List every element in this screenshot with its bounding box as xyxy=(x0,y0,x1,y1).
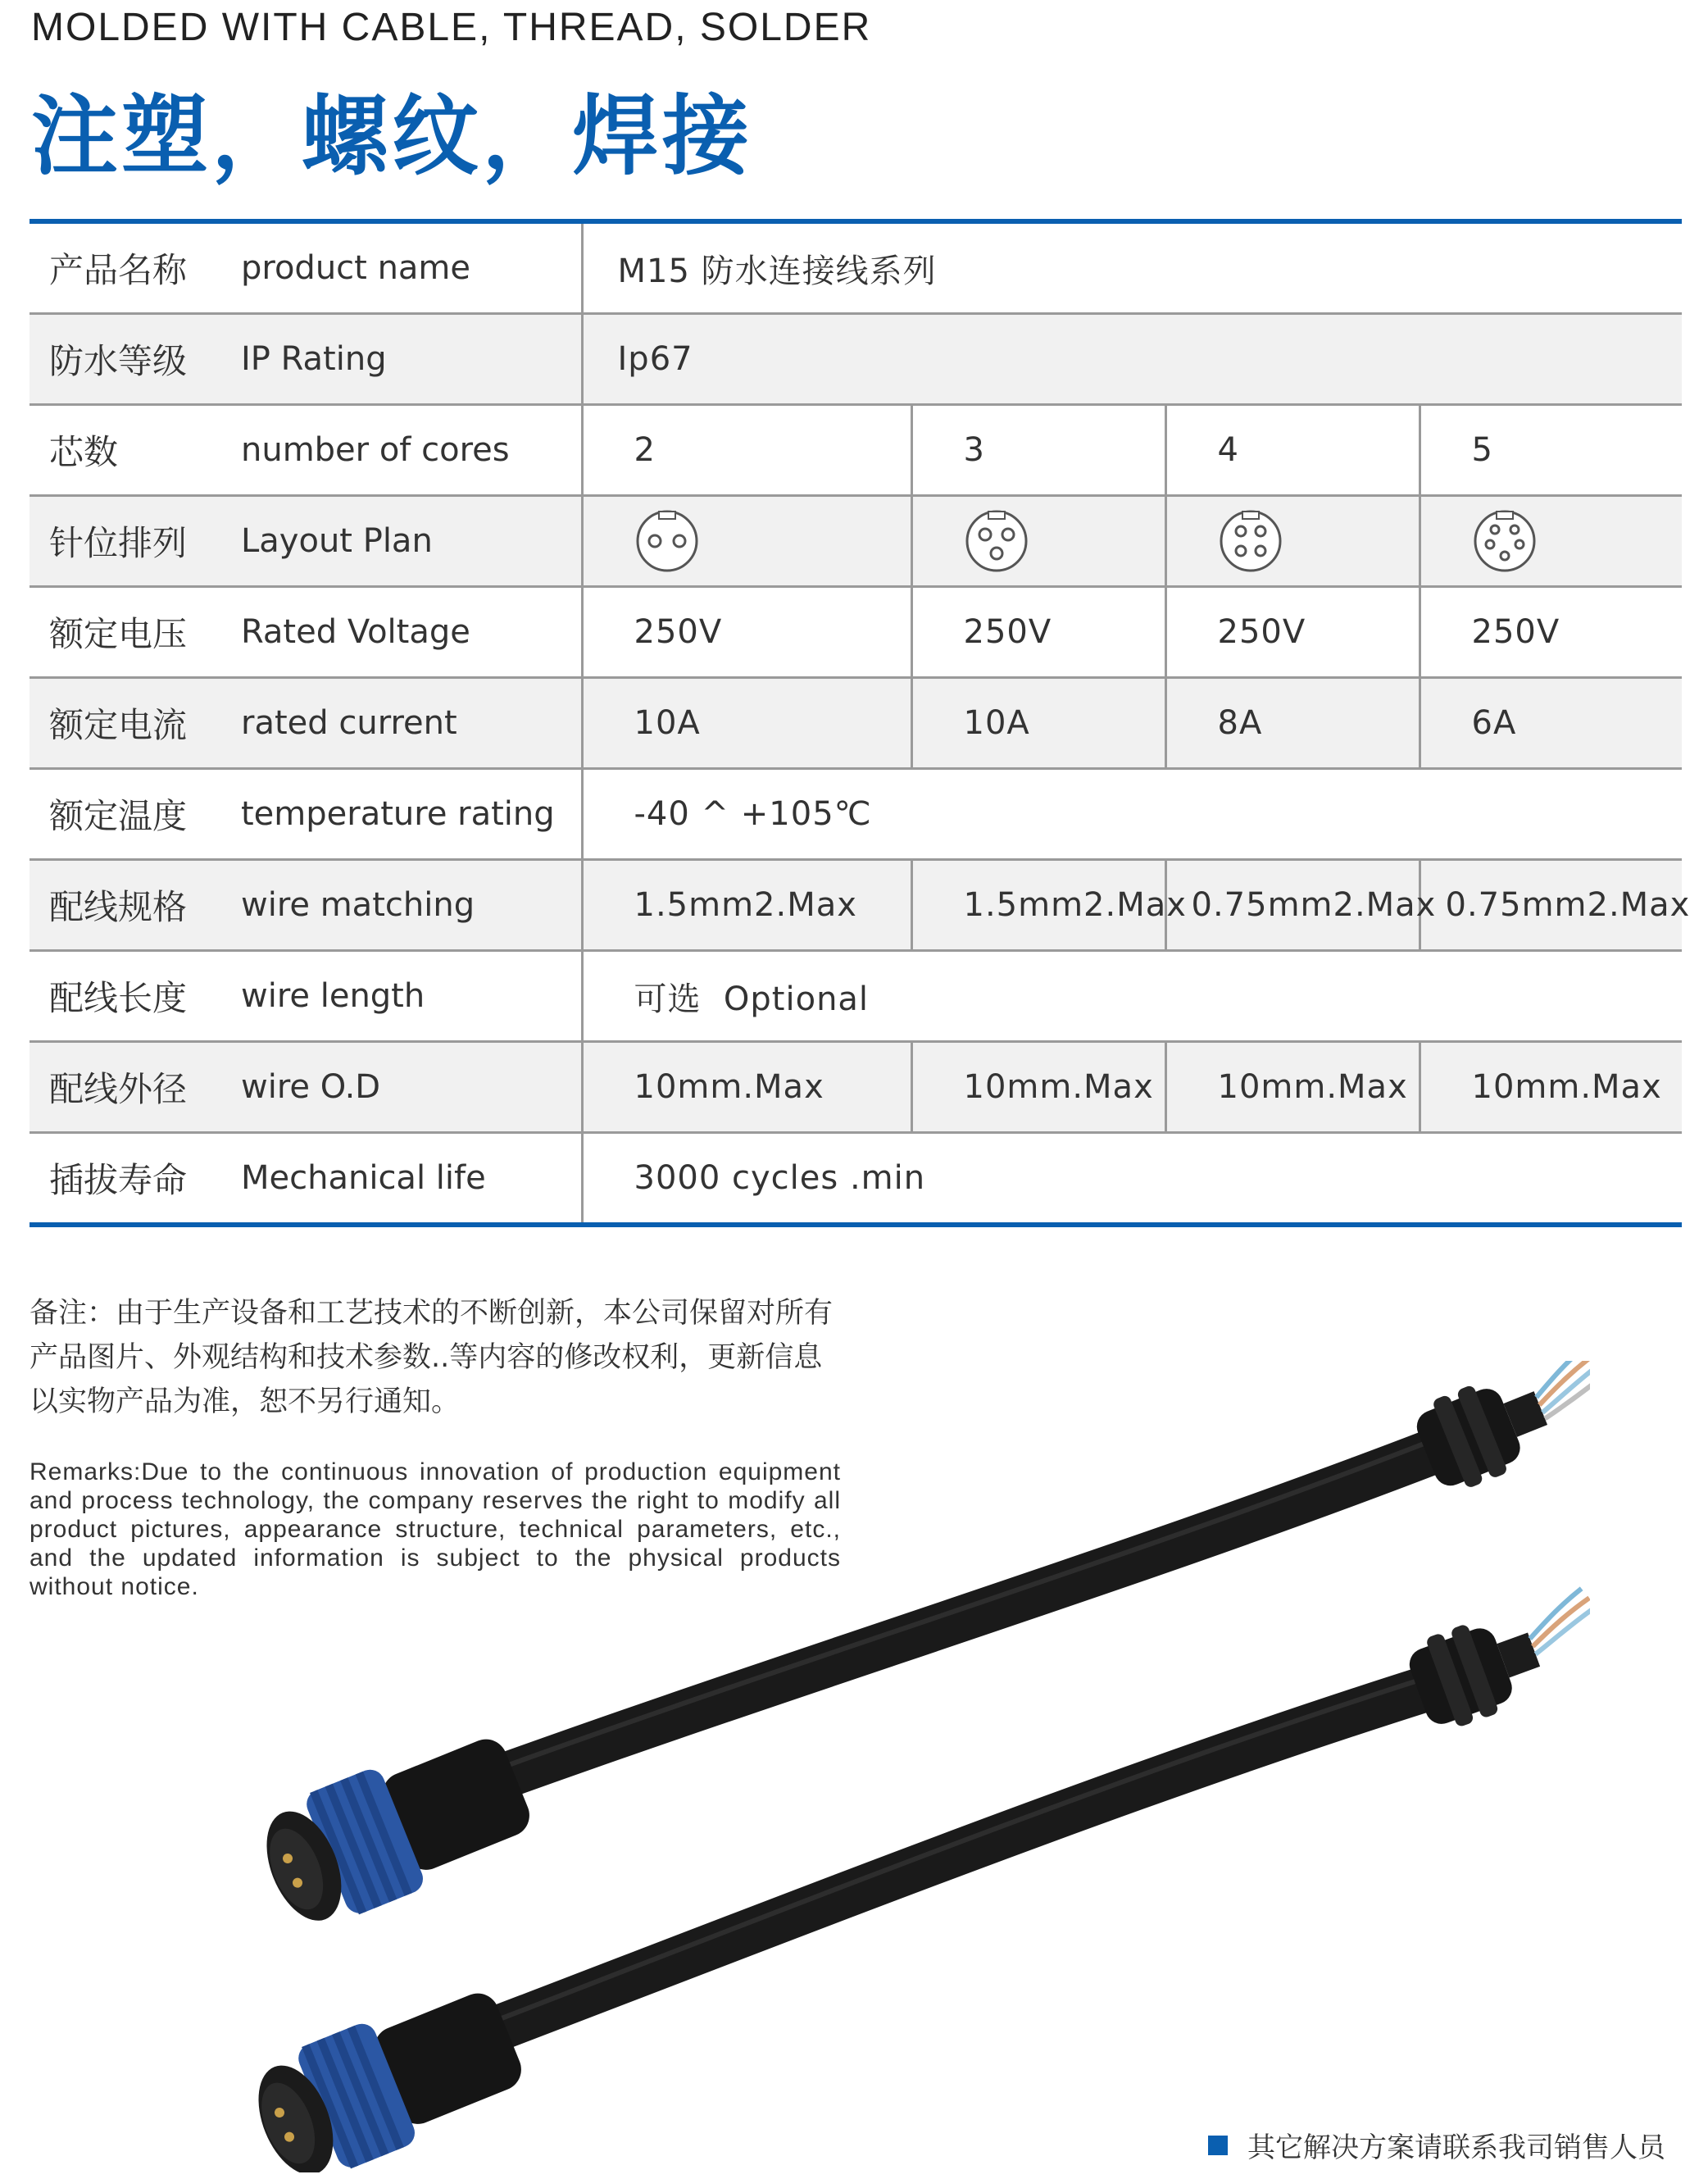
voltage-value: 250V xyxy=(1420,587,1682,678)
current-value: 8A xyxy=(1165,678,1420,769)
current-value: 6A xyxy=(1420,678,1682,769)
row-label-zh: 配线外径 xyxy=(30,1042,234,1133)
page-title: 注塑，螺纹，焊接 xyxy=(31,86,752,187)
row-label-en: number of cores xyxy=(234,405,582,496)
row-label-en: wire matching xyxy=(234,860,582,951)
row-label-en: rated current xyxy=(234,678,582,769)
pin-layout-3-icon xyxy=(964,508,1029,574)
row-label-zh: 芯数 xyxy=(30,405,234,496)
product-name-value: M15 防水连接线系列 xyxy=(582,221,1682,314)
row-label-en: Layout Plan xyxy=(234,496,582,587)
row-cores xyxy=(30,405,1682,496)
row-label-zh: 额定电压 xyxy=(30,587,234,678)
row-label-zh: 额定温度 xyxy=(30,769,234,860)
row-wire-length xyxy=(30,951,1682,1042)
wire-matching-value: 1.5mm2.Max xyxy=(911,860,1165,951)
voltage-value: 250V xyxy=(582,587,911,678)
cable-lower xyxy=(241,1581,1590,2172)
wire-od-value: 10mm.Max xyxy=(911,1042,1165,1133)
row-label-en: IP Rating xyxy=(234,314,582,405)
wire-matching-value: 1.5mm2.Max xyxy=(582,860,911,951)
wire-matching-value: 0.75mm2.Max xyxy=(1420,860,1682,951)
pin-layout-cell xyxy=(911,496,1165,587)
cores-value: 4 xyxy=(1165,405,1420,496)
row-temperature xyxy=(30,769,1682,860)
row-wire-matching xyxy=(30,860,1682,951)
row-label-zh: 防水等级 xyxy=(30,314,234,405)
row-label-en: Rated Voltage xyxy=(234,587,582,678)
pin-layout-cell xyxy=(1165,496,1420,587)
row-label-zh: 插拔寿命 xyxy=(49,1160,188,1200)
row-label-en: wire O.D xyxy=(234,1042,582,1133)
row-label-en: product name xyxy=(234,221,582,314)
row-label-en: wire length xyxy=(234,951,582,1042)
pin-layout-cell xyxy=(582,496,911,587)
voltage-value: 250V xyxy=(1165,587,1420,678)
current-value: 10A xyxy=(911,678,1165,769)
row-layout-plan xyxy=(30,496,1682,587)
product-photo xyxy=(213,1361,1590,2172)
row-label-zh: 配线规格 xyxy=(30,860,234,951)
wire-od-value: 10mm.Max xyxy=(1165,1042,1420,1133)
spec-table xyxy=(30,219,1691,1227)
row-rated-voltage xyxy=(30,587,1682,678)
wire-length-value: 可选 Optional xyxy=(582,951,1682,1042)
row-product-name xyxy=(30,221,1682,314)
cores-value: 3 xyxy=(911,405,1165,496)
pin-layout-2-icon xyxy=(634,508,700,574)
cores-value: 5 xyxy=(1420,405,1682,496)
row-rated-current xyxy=(30,678,1682,769)
remarks-chinese: 备注：由于生产设备和工艺技术的不断创新，本公司保留对所有产品图片、外观结构和技术参数..等内容的修改权利，更新信息以实物产品为准，恕不另行通知。 xyxy=(30,1297,834,1418)
row-label-en: temperature rating xyxy=(234,769,582,860)
row-label-zh: 额定电流 xyxy=(30,678,234,769)
row-mechanical-life xyxy=(30,1133,1682,1226)
wire-matching-value: 0.75mm2.Max xyxy=(1165,860,1420,951)
row-wire-od xyxy=(30,1042,1682,1133)
pin-layout-cell xyxy=(1420,496,1682,587)
pin-layout-5-icon xyxy=(1472,508,1538,574)
footer-contact xyxy=(1208,2125,1665,2165)
cores-value: 2 xyxy=(582,405,911,496)
row-label-zh: 针位排列 xyxy=(30,496,234,587)
wire-od-value: 10mm.Max xyxy=(1420,1042,1682,1133)
remarks-english: Remarks:Due to the continuous innovation of production equipment and process technology, the company reserves the right to modify all product pictures, appearance structure, technical parameters, etc., and the updated information is subject to the physical products without notice. xyxy=(30,1458,841,1600)
row-label-en: Mechanical life xyxy=(241,1159,486,1197)
page-eyebrow: MOLDED WITH CABLE, THREAD, SOLDER xyxy=(31,6,872,49)
footer-text: 其它解决方案请联系我司销售人员 xyxy=(1247,2131,1665,2164)
bullet-square-icon xyxy=(1208,2136,1228,2155)
row-label-zh: 产品名称 xyxy=(30,221,234,314)
voltage-value: 250V xyxy=(911,587,1165,678)
temperature-value: -40 ^ +105℃ xyxy=(582,769,1682,860)
row-label-zh: 配线长度 xyxy=(30,951,234,1042)
pin-layout-4-icon xyxy=(1218,508,1283,574)
row-ip-rating xyxy=(30,314,1682,405)
wire-od-value: 10mm.Max xyxy=(582,1042,911,1133)
ip-rating-value: Ip67 xyxy=(582,314,1682,405)
mechanical-life-value: 3000 cycles .min xyxy=(582,1133,1682,1226)
current-value: 10A xyxy=(582,678,911,769)
